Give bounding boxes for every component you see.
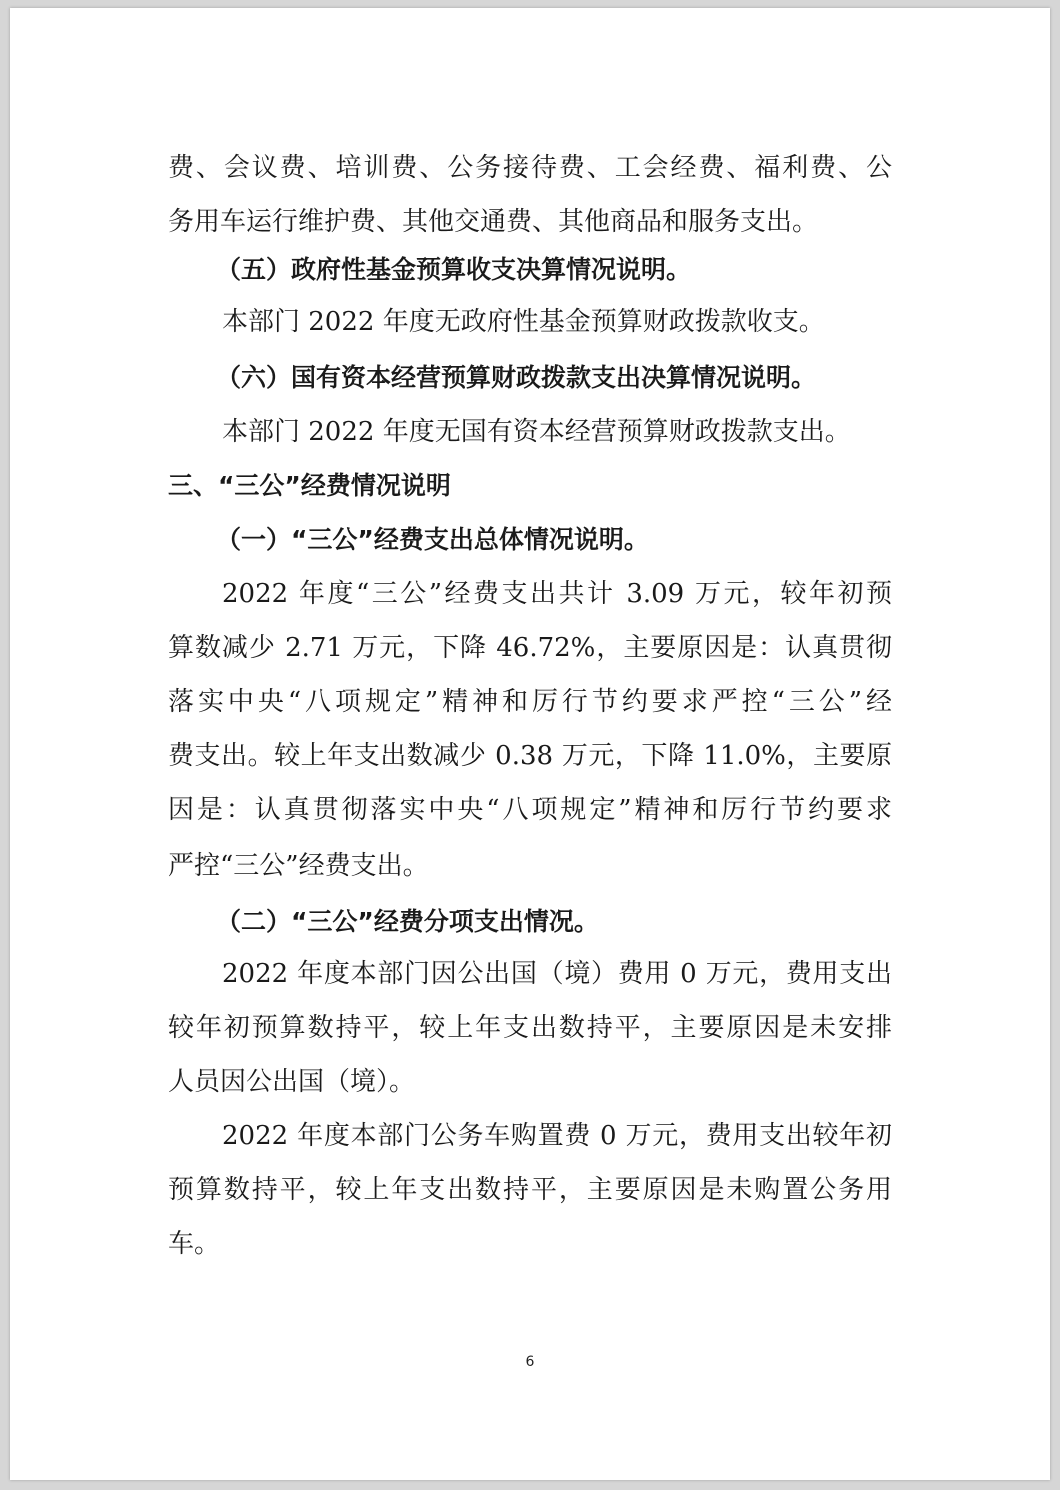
body-text-line: 本部门 2022 年度无政府性基金预算财政拨款收支。 <box>222 307 825 337</box>
body-text-line: 较年初预算数持平，较上年支出数持平，主要原因是未安排 <box>168 1013 892 1043</box>
chapter-heading: 三、“三公”经费情况说明 <box>168 471 451 500</box>
section-heading: （二）“三公”经费分项支出情况。 <box>216 907 599 936</box>
body-text-line: 落实中央“八项规定”精神和厉行节约要求严控“三公”经 <box>168 687 892 717</box>
body-text-line: 费、会议费、培训费、公务接待费、工会经费、福利费、公 <box>168 153 892 183</box>
body-text-line: 人员因公出国（境）。 <box>168 1067 416 1097</box>
body-text-line: 本部门 2022 年度无国有资本经营预算财政拨款支出。 <box>222 417 851 447</box>
body-text-line: 2022 年度“三公”经费支出共计 3.09 万元，较年初预 <box>222 579 892 609</box>
body-text-line: 严控“三公”经费支出。 <box>168 851 429 881</box>
body-text-line: 算数减少 2.71 万元，下降 46.72%，主要原因是：认真贯彻 <box>168 633 892 663</box>
body-text-line: 务用车运行维护费、其他交通费、其他商品和服务支出。 <box>168 207 819 237</box>
body-text-line: 因是：认真贯彻落实中央“八项规定”精神和厉行节约要求 <box>168 795 892 825</box>
body-text-line: 车。 <box>168 1229 221 1259</box>
section-heading: （一）“三公”经费支出总体情况说明。 <box>216 525 649 554</box>
body-text-line: 费支出。较上年支出数减少 0.38 万元，下降 11.0%，主要原 <box>168 741 892 771</box>
body-text-line: 2022 年度本部门因公出国（境）费用 0 万元，费用支出 <box>222 959 892 989</box>
page-number: 6 <box>525 1354 535 1370</box>
section-heading: （六）国有资本经营预算财政拨款支出决算情况说明。 <box>216 363 817 392</box>
section-heading: （五）政府性基金预算收支决算情况说明。 <box>216 255 692 284</box>
body-text-line: 2022 年度本部门公务车购置费 0 万元，费用支出较年初 <box>222 1121 892 1151</box>
body-text-line: 预算数持平，较上年支出数持平，主要原因是未购置公务用 <box>168 1175 892 1205</box>
